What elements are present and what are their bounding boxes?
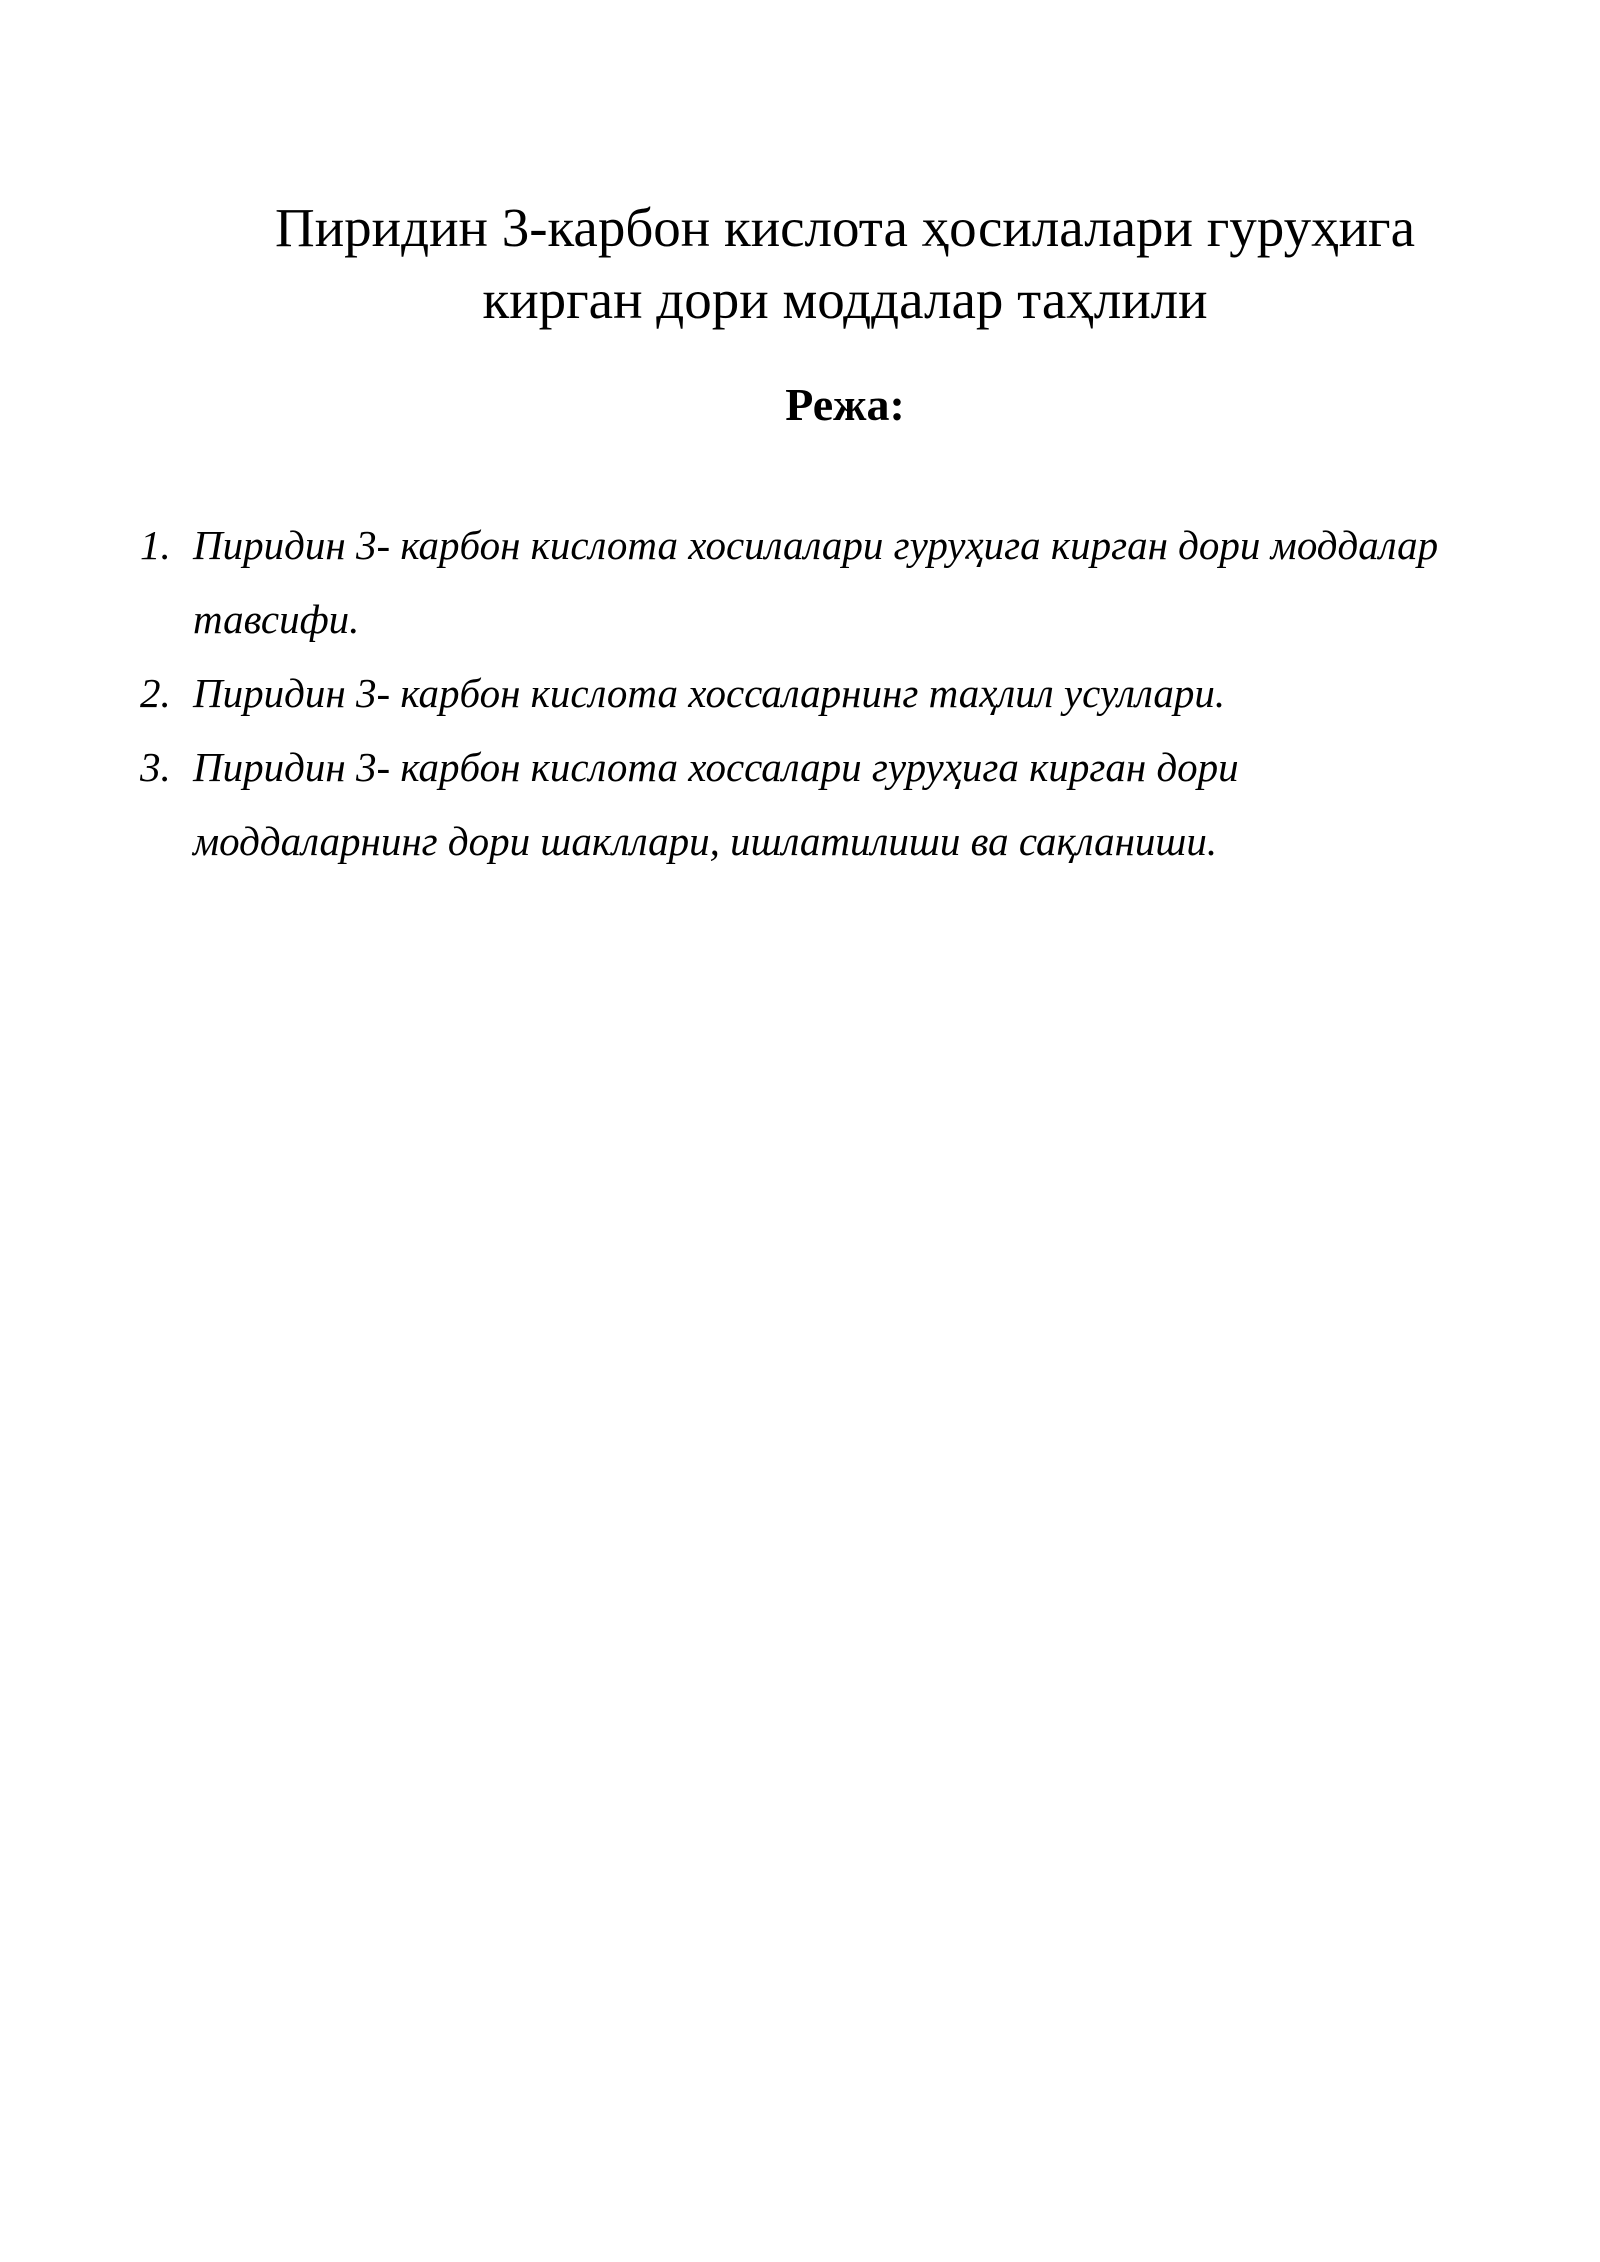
plan-item-1	[140, 508, 1520, 656]
plan-item-number: 2.	[140, 670, 171, 716]
plan-item-text-line: моддаларнинг дори шакллари, ишлатилиши ва сақланиши.	[193, 818, 1218, 864]
plan-list	[140, 508, 1520, 878]
plan-item-text-line: тавсифи.	[193, 596, 360, 642]
plan-item-text-line: Пиридин 3- карбон кислота хосилалари гуруҳига кирган дори моддалар	[193, 522, 1439, 568]
plan-item-text-line: Пиридин 3- карбон кислота хоссаларнинг таҳлил усуллари.	[193, 670, 1226, 716]
plan-item-number: 3.	[140, 744, 171, 790]
plan-heading: Режа:	[785, 379, 905, 430]
plan-item-3	[140, 730, 1520, 878]
document-title	[230, 192, 1460, 336]
title-line-2: кирган дори моддалар таҳлили	[482, 269, 1208, 330]
title-line-1: Пиридин 3-карбон кислота ҳосилалари гуруҳига	[275, 197, 1415, 258]
plan-item-number: 1.	[140, 522, 171, 568]
plan-item-2	[140, 656, 1520, 730]
plan-item-text-line: Пиридин 3- карбон кислота хоссалари гуруҳига кирган дори	[193, 744, 1239, 790]
